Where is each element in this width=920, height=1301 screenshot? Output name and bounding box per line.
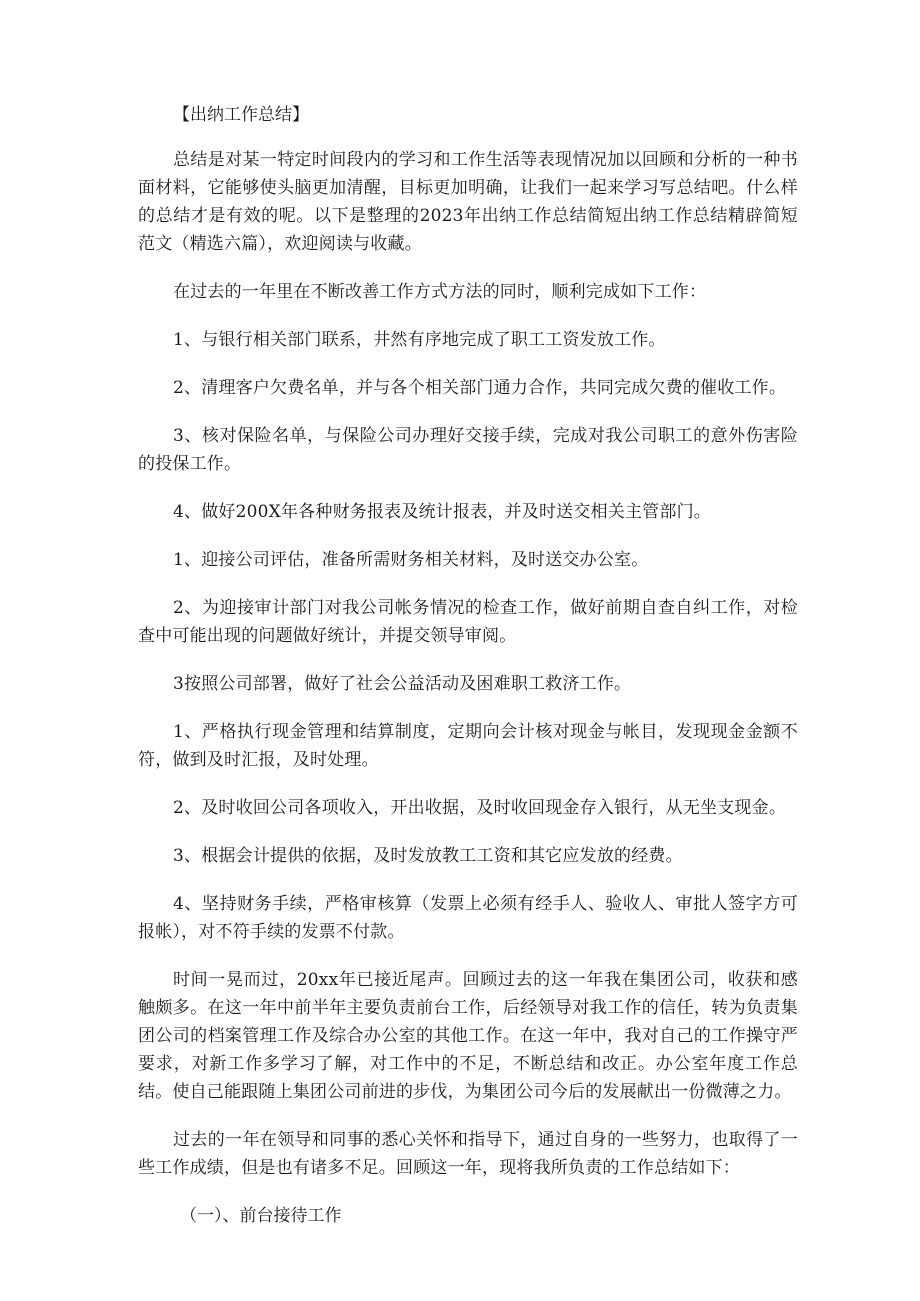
section-subheading: （一）、前台接待工作 xyxy=(180,1206,342,1226)
paragraph: 2、为迎接审计部门对我公司帐务情况的检查工作，做好前期自查自纠工作，对检查中可能出现的问题做好统计，并提交领导审阅。 xyxy=(138,598,798,646)
paragraph: 时间一晃而过，20xx年已接近尾声。回顾过去的这一年我在集团公司，收获和感触颇多。在这一年中前半年主要负责前台工作，后经领导对我工作的信任，转为负责集团公司的档案管理工作及综合办公室的其他工作。在这一年中，我对自己的工作操守严要求，对新工作多学习了解，对工作中的不足，不断总结和改正。办公室年度工作总结。使自己能跟随上集团公司前进的步伐，为集团公司今后的发展献出一份微薄之力。 xyxy=(138,970,798,1102)
paragraph: 3、根据会计提供的依据，及时发放教工工资和其它应发放的经费。 xyxy=(173,846,683,866)
paragraph: 在过去的一年里在不断改善工作方式方法的同时，顺利完成如下工作： xyxy=(173,282,707,302)
document-title: 【出纳工作总结】 xyxy=(173,105,309,125)
paragraph: 2、及时收回公司各项收入，开出收据，及时收回现金存入银行，从无坐支现金。 xyxy=(173,798,787,818)
paragraph: 2、清理客户欠费名单，并与各个相关部门通力合作，共同完成欠费的催收工作。 xyxy=(173,378,787,398)
paragraph: 总结是对某一特定时间段内的学习和工作生活等表现情况加以回顾和分析的一种书面材料，它能够使头脑更加清醒，目标更加明确，让我们一起来学习写总结吧。什么样的总结才是有效的呢。以下是整理的2023年出纳工作总结简短出纳工作总结精辟简短范文（精选六篇），欢迎阅读与收藏。 xyxy=(138,150,798,254)
paragraph: 1、与银行相关部门联系，井然有序地完成了职工工资发放工作。 xyxy=(173,330,666,350)
paragraph: 1、迎接公司评估，准备所需财务相关材料，及时送交办公室。 xyxy=(173,550,649,570)
document-page xyxy=(138,100,798,1230)
paragraph: 过去的一年在领导和同事的悉心关怀和指导下，通过自身的一些努力，也取得了一些工作成绩，但是也有诸多不足。回顾这一年，现将我所负责的工作总结如下： xyxy=(138,1130,798,1178)
paragraph: 4、做好200X年各种财务报表及统计报表，并及时送交相关主管部门。 xyxy=(173,502,711,522)
paragraph: 4、坚持财务手续，严格审核算（发票上必须有经手人、验收人、审批人签字方可报帐），对不符手续的发票不付款。 xyxy=(138,894,798,942)
paragraph: 3、核对保险名单，与保险公司办理好交接手续，完成对我公司职工的意外伤害险的投保工作。 xyxy=(138,426,798,474)
paragraph: 1、严格执行现金管理和结算制度，定期向会计核对现金与帐目，发现现金金额不符，做到及时汇报，及时处理。 xyxy=(138,722,798,770)
paragraph: 3按照公司部署，做好了社会公益活动及困难职工救济工作。 xyxy=(173,674,632,694)
